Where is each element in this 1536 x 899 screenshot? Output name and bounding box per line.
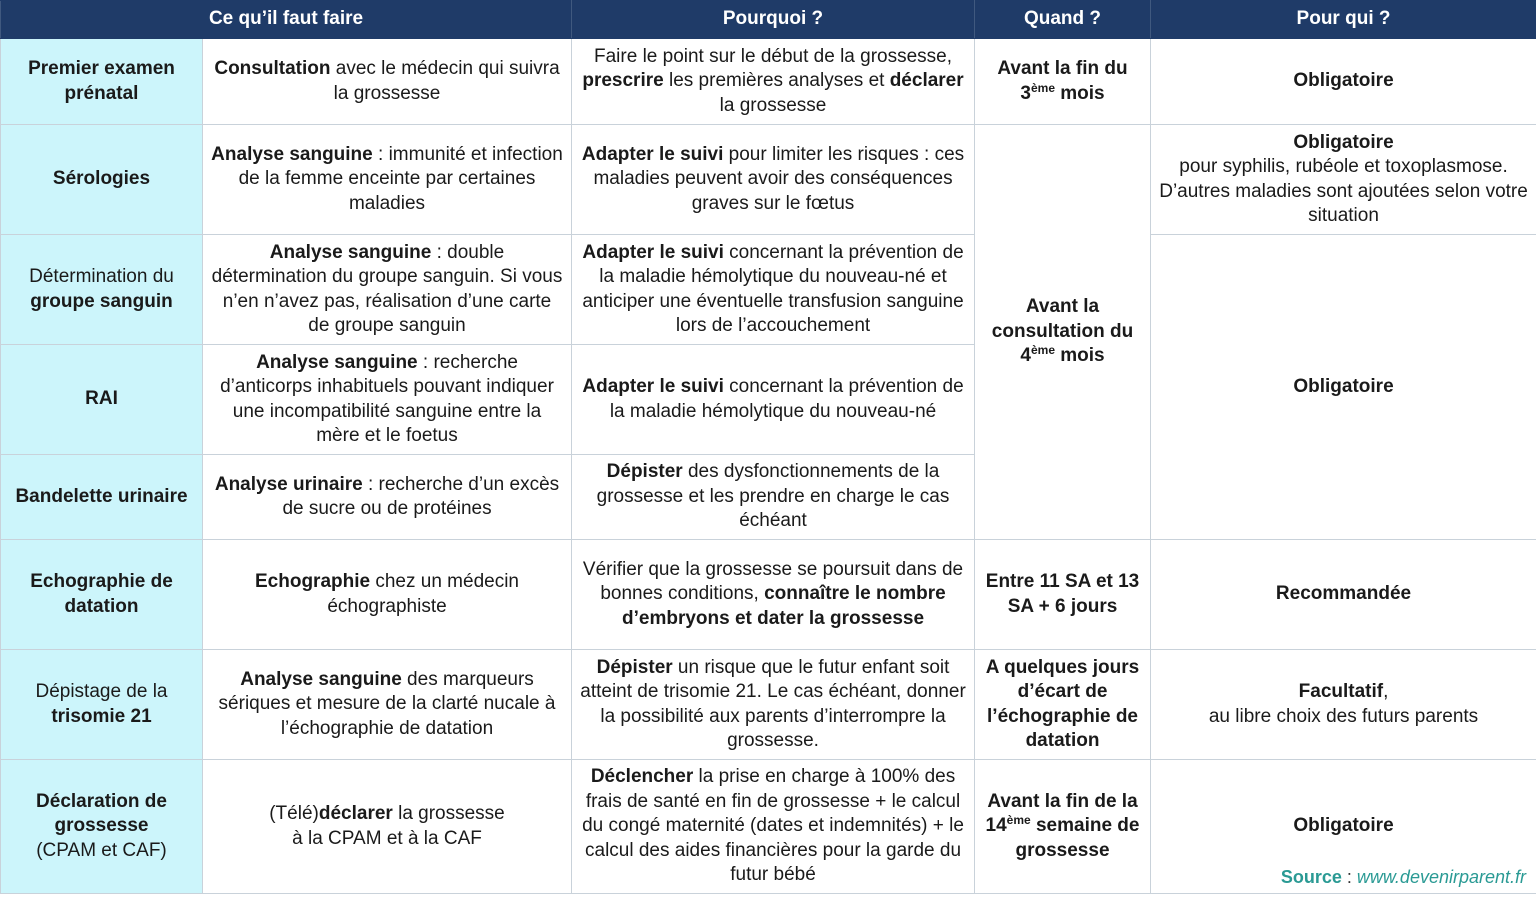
what-cell — [203, 345, 572, 455]
cell-text: Vérifier que la grossesse se poursuit dans de bonnes conditions, — [582, 558, 964, 605]
bold-text: Analyse sanguine — [256, 351, 418, 373]
bold-text: A quelques jours d’écart de l’échographie de datation — [985, 656, 1140, 751]
bold-text: Echographie de datation — [30, 571, 173, 617]
cell-text: un risque que le futur enfant soit atteint de trisomie 21. Le cas échéant, donner la possibilité aux parents d’interrompre la grossesse. — [580, 656, 966, 751]
cell-text: Détermination du — [29, 266, 174, 287]
what-cell — [203, 125, 572, 235]
what-cell — [203, 455, 572, 540]
cell-text: pour syphilis, rubéole et toxoplasmose. D’autres maladies sont ajoutées selon votre situation — [1159, 156, 1528, 226]
bold-text: déclarer — [318, 803, 393, 824]
table-row — [1, 650, 1536, 760]
bold-text: mois — [1055, 82, 1105, 104]
cell-text: : immunité et infection de la femme enceinte par certaines maladies — [238, 143, 563, 214]
row-title — [1, 650, 203, 760]
who-cell — [1151, 650, 1536, 760]
why-cell — [572, 455, 975, 540]
cell-text: Faire le point sur le début de la grossesse, — [594, 45, 953, 67]
cell-text: la prise en charge à 100% des frais de santé en fin de grossesse + le calcul du congé maternité (dates et indemnités) + le calcul des aides financières pour la garde du futur bébé — [582, 766, 964, 886]
why-cell — [572, 650, 975, 760]
bold-text: Adapter le suivi — [582, 241, 724, 263]
why-cell — [572, 540, 975, 650]
bold-text: mois — [1055, 345, 1105, 367]
row-title — [1, 235, 203, 345]
header-cell-why: Pourquoi ? — [572, 1, 975, 39]
who-cell — [1151, 540, 1536, 650]
row-title — [1, 125, 203, 235]
bold-text: Sérologies — [52, 168, 151, 190]
table-row — [1, 235, 1536, 345]
bold-text: Avant la fin de la 14 — [985, 790, 1138, 837]
bold-text: Analyse sanguine — [269, 241, 432, 263]
bold-text: Déclaration de grossesse — [36, 790, 167, 837]
cell-text: : recherche d’anticorps inhabituels pouvant indiquer une incompatibilité sanguine entre la mère et le foetus — [220, 351, 554, 446]
cell-text: Dépistage de la — [35, 681, 168, 702]
superscript-text: ème — [1030, 80, 1055, 95]
cell-text: avec le médecin qui suivra la grossesse — [330, 58, 560, 104]
cell-text: : double détermination du groupe sanguin. Si vous n’en n’avez pas, réalisation d’une carte de groupe sanguin — [211, 241, 563, 336]
bold-text: trisomie 21 — [51, 705, 152, 727]
bold-text: Avant la consultation du 4 — [991, 296, 1134, 367]
header-row — [1, 1, 1536, 39]
bold-text: Analyse sanguine — [211, 143, 373, 165]
why-cell — [572, 760, 975, 894]
row-title — [1, 345, 203, 455]
what-cell — [203, 650, 572, 760]
what-cell — [203, 235, 572, 345]
who-cell — [1151, 235, 1536, 540]
bold-text: semaine de grossesse — [1015, 815, 1140, 861]
row-title — [1, 760, 203, 894]
source-separator: : — [1341, 867, 1357, 887]
cell-text: (Télé) — [269, 803, 319, 824]
table-row — [1, 540, 1536, 650]
bold-text: déclarer — [889, 70, 964, 92]
when-cell — [975, 540, 1151, 650]
when-cell — [975, 650, 1151, 760]
why-cell — [572, 125, 975, 235]
bold-text: Obligatoire — [1293, 70, 1394, 92]
cell-text: des marqueurs sériques et mesure de la clarté nucale à l’échographie de datation — [218, 668, 556, 739]
who-cell — [1151, 39, 1536, 125]
bold-text: Dépister — [596, 656, 673, 678]
bold-text: Adapter le suivi — [582, 376, 724, 397]
bold-text: Premier examen prénatal — [28, 58, 175, 104]
header-cell-when: Quand ? — [975, 1, 1151, 39]
bold-text: connaître le nombre d’embryons et dater la grossesse — [622, 583, 946, 629]
source-label: Source — [1280, 867, 1342, 887]
bold-text: Entre 11 SA et 13 SA + 6 jours — [985, 571, 1140, 617]
row-title — [1, 455, 203, 540]
bold-text: Bandelette urinaire — [15, 485, 188, 507]
table-row — [1, 39, 1536, 125]
cell-text: les premières analyses et — [663, 70, 890, 92]
when-cell — [975, 125, 1151, 540]
bold-text: Avant la fin du 3 — [997, 58, 1128, 104]
when-cell — [975, 39, 1151, 125]
superscript-text: ème — [1006, 813, 1031, 828]
cell-text: la grossesse — [719, 94, 827, 116]
header-cell-what: Ce qu’il faut faire — [1, 1, 572, 39]
bold-text: Adapter le suivi — [581, 143, 724, 165]
cell-text: concernant la prévention de la maladie hémolytique du nouveau-né et anticiper une éventuelle transfusion sanguine lors de l’accouchement — [582, 241, 964, 336]
bold-text: Dépister — [606, 461, 683, 483]
row-title — [1, 540, 203, 650]
bold-text: Obligatoire — [1293, 131, 1394, 153]
table-row — [1, 125, 1536, 235]
source-url-link[interactable]: www.devenirparent.fr — [1356, 867, 1526, 887]
what-cell — [203, 760, 572, 894]
source-credit — [1281, 866, 1526, 888]
why-cell — [572, 39, 975, 125]
who-cell — [1151, 125, 1536, 235]
what-cell — [203, 540, 572, 650]
superscript-text: ème — [1030, 343, 1055, 358]
header-cell-who: Pour qui ? — [1151, 1, 1536, 39]
cell-text: chez un médecin échographiste — [327, 571, 519, 617]
bold-text: RAI — [85, 388, 118, 410]
bold-text: Recommandée — [1275, 583, 1412, 605]
cell-text: pour limiter les risques : ces maladies peuvent avoir des conséquences graves sur le fœtus — [593, 143, 965, 214]
cell-text: , — [1383, 681, 1389, 702]
bold-text: groupe sanguin — [30, 290, 173, 312]
cell-text: au libre choix des futurs parents — [1208, 705, 1479, 727]
when-cell — [975, 760, 1151, 894]
bold-text: Déclencher — [590, 766, 694, 788]
bold-text: Obligatoire — [1293, 375, 1394, 397]
why-cell — [572, 345, 975, 455]
bold-text: Analyse urinaire — [214, 473, 363, 495]
cell-text: concernant la prévention de la maladie hémolytique du nouveau-né — [609, 376, 964, 422]
what-cell — [203, 39, 572, 125]
bold-text: Consultation — [214, 58, 331, 79]
cell-text: des dysfonctionnements de la grossesse et les prendre en charge le cas échéant — [596, 461, 950, 532]
row-title — [1, 39, 203, 125]
why-cell — [572, 235, 975, 345]
cell-text: (CPAM et CAF) — [36, 839, 167, 861]
bold-text: prescrire — [582, 70, 664, 92]
bold-text: Facultatif — [1298, 681, 1384, 702]
cell-text: à la CPAM et à la CAF — [292, 827, 482, 849]
cell-text: : recherche d’un excès de sucre ou de protéines — [282, 473, 560, 519]
cell-text: la grossesse — [392, 803, 505, 824]
bold-text: Obligatoire — [1293, 815, 1394, 837]
bold-text: Echographie — [255, 571, 371, 592]
bold-text: Analyse sanguine — [240, 668, 402, 690]
